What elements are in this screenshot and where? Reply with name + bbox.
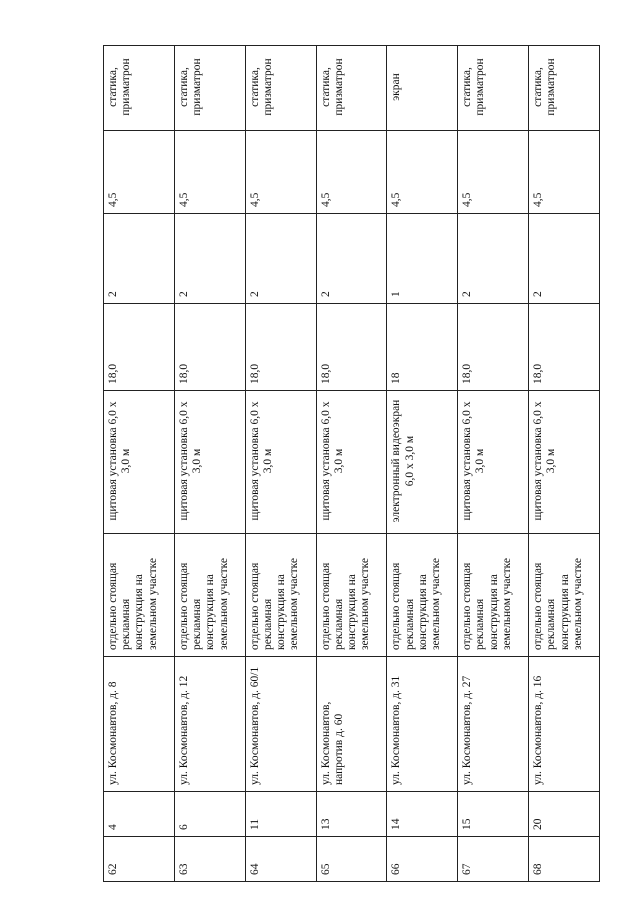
height-cell: 4,5 [458, 131, 529, 214]
sides-count-cell: 2 [316, 214, 387, 304]
display-type-cell: статика, призматрон [104, 46, 175, 131]
structure-type-cell: отдельно стоящая рекламная конструкция на земельном участке [529, 534, 600, 657]
sides-count-cell: 2 [104, 214, 175, 304]
table-row [529, 46, 600, 882]
area-cell: 18,0 [458, 304, 529, 391]
height-cell: 4,5 [316, 131, 387, 214]
site-number-cell: 11 [245, 792, 316, 837]
row-number-cell: 68 [529, 837, 600, 882]
height-cell: 4,5 [529, 131, 600, 214]
structure-format-cell: щитовая установка 6,0 х 3,0 м [529, 391, 600, 534]
address-cell: ул. Космонавтов, д. 8 [104, 657, 175, 792]
sides-count-cell: 2 [174, 214, 245, 304]
address-cell: ул. Космонавтов, д. 16 [529, 657, 600, 792]
structure-format-cell: щитовая установка 6,0 х 3,0 м [458, 391, 529, 534]
table-row [387, 46, 458, 882]
site-number-cell: 4 [104, 792, 175, 837]
structure-format-cell: щитовая установка 6,0 х 3,0 м [174, 391, 245, 534]
height-cell: 4,5 [387, 131, 458, 214]
display-type-cell: статика, призматрон [245, 46, 316, 131]
row-number-cell: 63 [174, 837, 245, 882]
structure-type-cell: отдельно стоящая рекламная конструкция на земельном участке [174, 534, 245, 657]
sides-count-cell: 2 [458, 214, 529, 304]
address-cell: ул. Космонавтов, напротив д. 60 [316, 657, 387, 792]
advertising-structures-table [103, 45, 600, 882]
structure-type-cell: отдельно стоящая рекламная конструкция на земельном участке [458, 534, 529, 657]
structure-type-cell: отдельно стоящая рекламная конструкция на земельном участке [245, 534, 316, 657]
area-cell: 18,0 [529, 304, 600, 391]
site-number-cell: 20 [529, 792, 600, 837]
rotated-table-container [103, 46, 600, 882]
area-cell: 18,0 [174, 304, 245, 391]
sides-count-cell: 2 [245, 214, 316, 304]
structure-type-cell: отдельно стоящая рекламная конструкция на земельном участке [104, 534, 175, 657]
sides-count-cell: 2 [529, 214, 600, 304]
sides-count-cell: 1 [387, 214, 458, 304]
table-row [316, 46, 387, 882]
display-type-cell: экран [387, 46, 458, 131]
row-number-cell: 65 [316, 837, 387, 882]
height-cell: 4,5 [174, 131, 245, 214]
structure-type-cell: отдельно стоящая рекламная конструкция на земельном участке [387, 534, 458, 657]
row-number-cell: 66 [387, 837, 458, 882]
display-type-cell: статика, призматрон [174, 46, 245, 131]
structure-format-cell: электронный видеоэкран 6,0 х 3,0 м [387, 391, 458, 534]
display-type-cell: статика, призматрон [458, 46, 529, 131]
row-number-cell: 67 [458, 837, 529, 882]
structure-format-cell: щитовая установка 6,0 х 3,0 м [104, 391, 175, 534]
display-type-cell: статика, призматрон [529, 46, 600, 131]
area-cell: 18,0 [104, 304, 175, 391]
address-cell: ул. Космонавтов, д. 60/1 [245, 657, 316, 792]
site-number-cell: 6 [174, 792, 245, 837]
table-row [245, 46, 316, 882]
structure-format-cell: щитовая установка 6,0 х 3,0 м [316, 391, 387, 534]
address-cell: ул. Космонавтов, д. 31 [387, 657, 458, 792]
table-row [104, 46, 175, 882]
site-number-cell: 14 [387, 792, 458, 837]
site-number-cell: 13 [316, 792, 387, 837]
structure-format-cell: щитовая установка 6,0 х 3,0 м [245, 391, 316, 534]
display-type-cell: статика, призматрон [316, 46, 387, 131]
address-cell: ул. Космонавтов, д. 12 [174, 657, 245, 792]
area-cell: 18 [387, 304, 458, 391]
area-cell: 18,0 [316, 304, 387, 391]
structure-type-cell: отдельно стоящая рекламная конструкция на земельном участке [316, 534, 387, 657]
row-number-cell: 64 [245, 837, 316, 882]
height-cell: 4,5 [104, 131, 175, 214]
site-number-cell: 15 [458, 792, 529, 837]
area-cell: 18,0 [245, 304, 316, 391]
address-cell: ул. Космонавтов, д. 27 [458, 657, 529, 792]
row-number-cell: 62 [104, 837, 175, 882]
table-row [458, 46, 529, 882]
table-row [174, 46, 245, 882]
height-cell: 4,5 [245, 131, 316, 214]
